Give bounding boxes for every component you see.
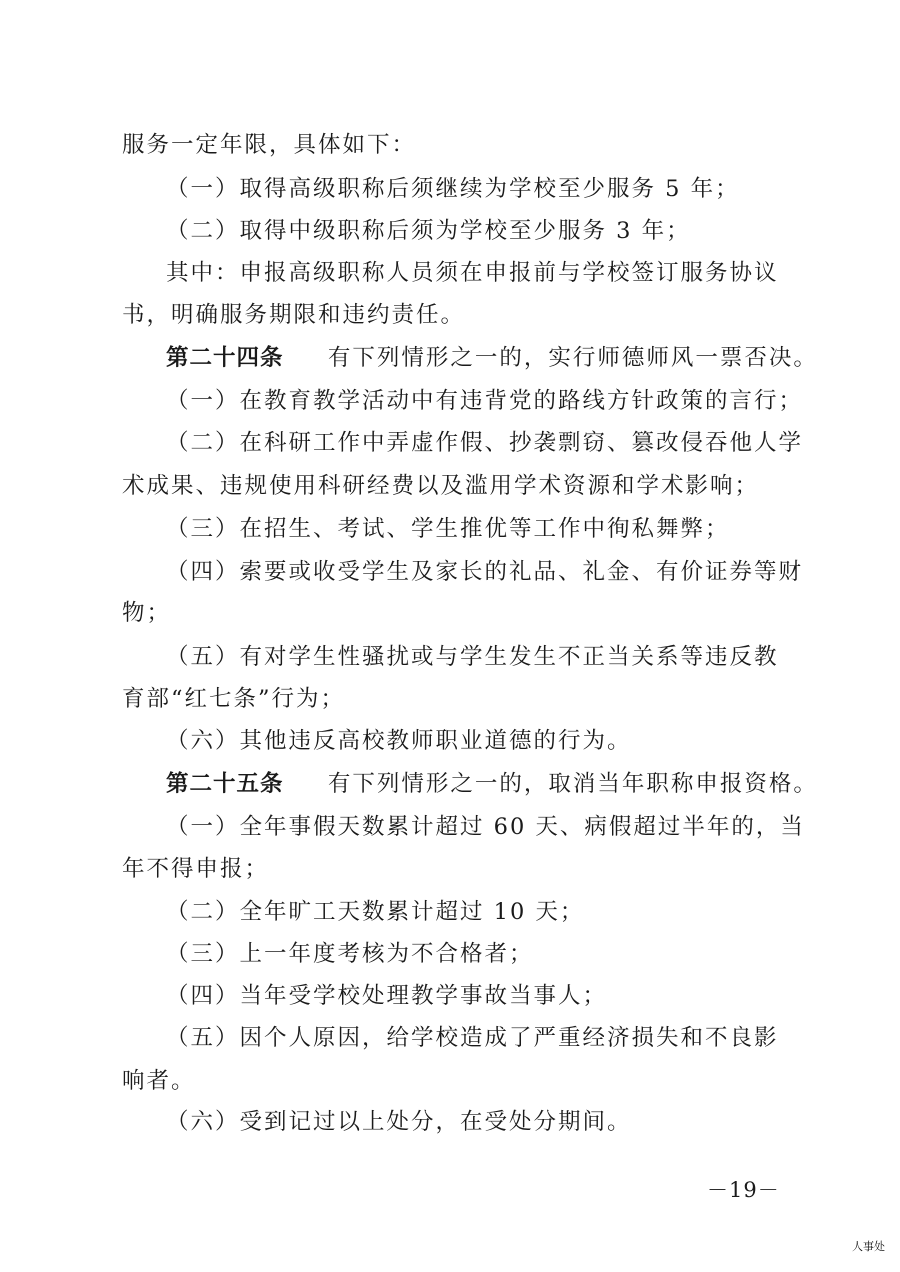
paragraph-line: （二）取得中级职称后须为学校至少服务 3 年；	[166, 218, 691, 244]
paragraph-line: 其中：申报高级职称人员须在申报前与学校签订服务协议	[166, 260, 779, 286]
paragraph-line: （二）全年旷工天数累计超过 10 天；	[166, 899, 585, 925]
paragraph-line: （一）取得高级职称后须继续为学校至少服务 5 年；	[166, 176, 740, 202]
paragraph-line: 服务一定年限，具体如下：	[122, 132, 417, 158]
paragraph-line: （一）在教育教学活动中有违背党的路线方针政策的言行；	[166, 388, 804, 414]
article-24-text: 有下列情形之一的，实行师德师风一票否决。	[327, 345, 818, 371]
paragraph-line: 育部“红七条”行为；	[122, 686, 346, 712]
paragraph-line: 响者。	[122, 1068, 196, 1094]
paragraph-line: （六）受到记过以上处分，在受处分期间。	[166, 1109, 632, 1135]
paragraph-line: （四）当年受学校处理教学事故当事人；	[166, 983, 608, 1009]
article-24-line	[166, 343, 818, 373]
article-25-heading: 第二十五条	[166, 771, 284, 797]
paragraph-line: （四）索要或收受学生及家长的礼品、礼金、有价证券等财	[166, 559, 804, 585]
article-24-heading: 第二十四条	[166, 345, 284, 371]
paragraph-line: 年不得申报；	[122, 856, 270, 882]
paragraph-line: （三）在招生、考试、学生推优等工作中徇私舞弊；	[166, 516, 730, 542]
paragraph-line: 书，明确服务期限和违约责任。	[122, 302, 466, 328]
paragraph-line: （五）因个人原因，给学校造成了严重经济损失和不良影	[166, 1025, 779, 1051]
paragraph-line: （三）上一年度考核为不合格者；	[166, 941, 534, 967]
paragraph-line: （二）在科研工作中弄虚作假、抄袭剽窃、篡改侵吞他人学	[166, 430, 804, 456]
paragraph-line: （六）其他违反高校教师职业道德的行为。	[166, 728, 632, 754]
article-25-text: 有下列情形之一的，取消当年职称申报资格。	[327, 771, 818, 797]
page-number: －19－	[707, 1178, 780, 1202]
paragraph-line: 术成果、违规使用科研经费以及滥用学术资源和学术影响；	[122, 473, 760, 499]
article-25-line	[166, 769, 818, 799]
paragraph-line: （一）全年事假天数累计超过 60 天、病假超过半年的，当	[166, 814, 805, 840]
watermark-label: 人事处	[852, 1240, 885, 1253]
paragraph-line: （五）有对学生性骚扰或与学生发生不正当关系等违反教	[166, 644, 779, 670]
paragraph-line: 物；	[122, 600, 172, 626]
